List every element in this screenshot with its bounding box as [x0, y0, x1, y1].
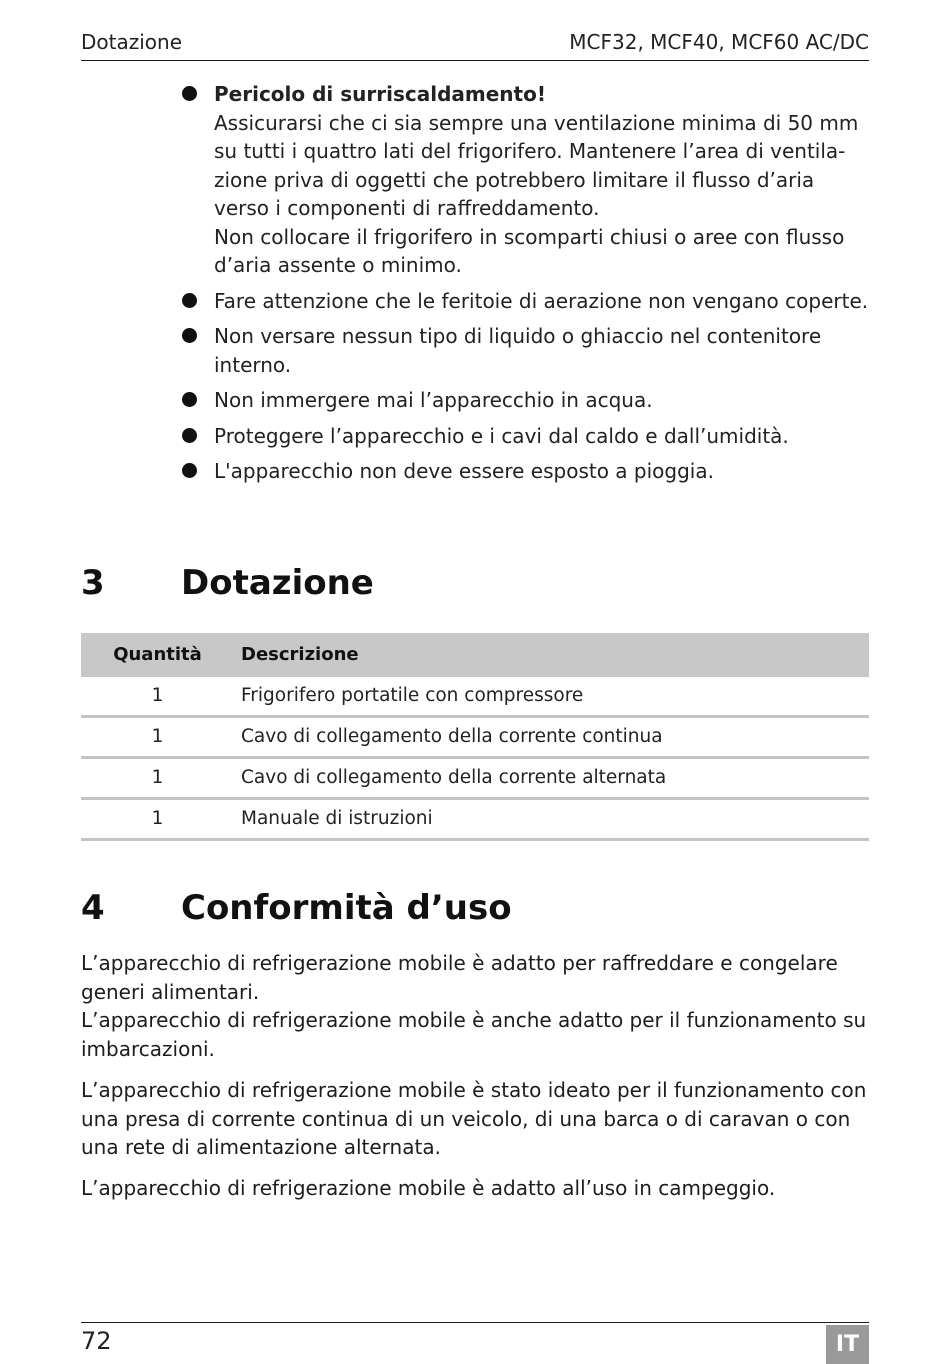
bullet-text: Proteggere l’apparecchio e i cavi dal caldo e dall’umidità.	[214, 423, 789, 448]
bullet-dot-icon	[182, 392, 197, 407]
cell-quantity: 1	[151, 808, 164, 829]
bullet-text: L'apparecchio non deve essere esposto a pioggia.	[214, 459, 714, 483]
footer-divider	[81, 1322, 869, 1323]
body-paragraph	[81, 1076, 871, 1162]
bullet-text: Non versare nessun tipo di liquido o ghiaccio nel contenitore interno.	[214, 324, 822, 377]
bullet-item	[181, 287, 871, 316]
section-number: 3	[81, 563, 105, 603]
bullet-item	[181, 422, 871, 451]
bullet-item	[181, 386, 871, 415]
bullet-dot-icon	[182, 293, 197, 308]
section-title: Conformità d’uso	[181, 888, 512, 928]
page-number: 72	[81, 1327, 112, 1355]
header-section-title: Dotazione	[81, 30, 183, 54]
paragraph-line: L’apparecchio di refrigerazione mobile è stato ideato per il funzionamento con una presa di corrente continua di un veicolo, di una barca o di caravan o con una rete di alimentazione alternata.	[81, 1078, 867, 1159]
body-paragraph	[81, 1174, 871, 1203]
table-header-row	[81, 633, 869, 677]
table-row	[81, 718, 869, 759]
bullet-dot-icon	[182, 463, 197, 478]
bullet-dot-icon	[182, 328, 197, 343]
bullet-text: Non collocare il frigorifero in scomparti chiusi o aree con flusso d’aria assente o minimo.	[214, 224, 845, 277]
cell-quantity: 1	[151, 685, 164, 706]
bullet-item	[181, 457, 871, 486]
section-title: Dotazione	[181, 563, 374, 603]
table-row	[81, 800, 869, 841]
paragraph-line: L’apparecchio di refrigerazione mobile è anche adatto per il funzionamento su imbarcazioni.	[81, 1008, 867, 1061]
bullet-item-overheating	[181, 80, 871, 280]
bullet-text: Non immergere mai l’apparecchio in acqua.	[214, 388, 653, 412]
safety-bullet-list	[181, 80, 871, 493]
cell-description: Manuale di istruzioni	[241, 808, 433, 829]
column-header-quantity: Quantità	[113, 644, 202, 665]
bullet-heading: Pericolo di surriscaldamento!	[214, 82, 546, 106]
contents-table	[81, 633, 869, 841]
cell-quantity: 1	[151, 767, 164, 788]
bullet-item	[181, 322, 871, 379]
table-row	[81, 677, 869, 718]
header-model-names: MCF32, MCF40, MCF60 AC/DC	[569, 30, 869, 54]
paragraph-line: L’apparecchio di refrigerazione mobile è adatto all’uso in campeggio.	[81, 1176, 776, 1200]
cell-description: Cavo di collegamento della corrente continua	[241, 726, 663, 747]
cell-description: Cavo di collegamento della corrente alternata	[241, 767, 667, 788]
bullet-dot-icon	[182, 86, 197, 101]
table-row	[81, 759, 869, 800]
body-paragraph	[81, 949, 871, 1063]
bullet-dot-icon	[182, 428, 197, 443]
language-badge: IT	[826, 1325, 869, 1364]
cell-description: Frigorifero portatile con compressore	[241, 685, 584, 706]
cell-quantity: 1	[151, 726, 164, 747]
column-header-description: Descrizione	[241, 644, 359, 665]
page-header	[81, 28, 869, 61]
bullet-text: Assicurarsi che ci sia sempre una ventilazione minima di 50 mm su tutti i quattro lati del frigorifero. Mantenere l’area di ventila-zione priva di oggetti che potrebbero limitare il flusso d’aria verso i componenti di raffreddamento.	[214, 110, 859, 220]
paragraph-line: L’apparecchio di refrigerazione mobile è adatto per raffreddare e congelare generi alimentari.	[81, 951, 838, 1004]
bullet-text: Fare attenzione che le feritoie di aerazione non vengano coperte.	[214, 288, 869, 313]
section-number: 4	[81, 888, 105, 928]
